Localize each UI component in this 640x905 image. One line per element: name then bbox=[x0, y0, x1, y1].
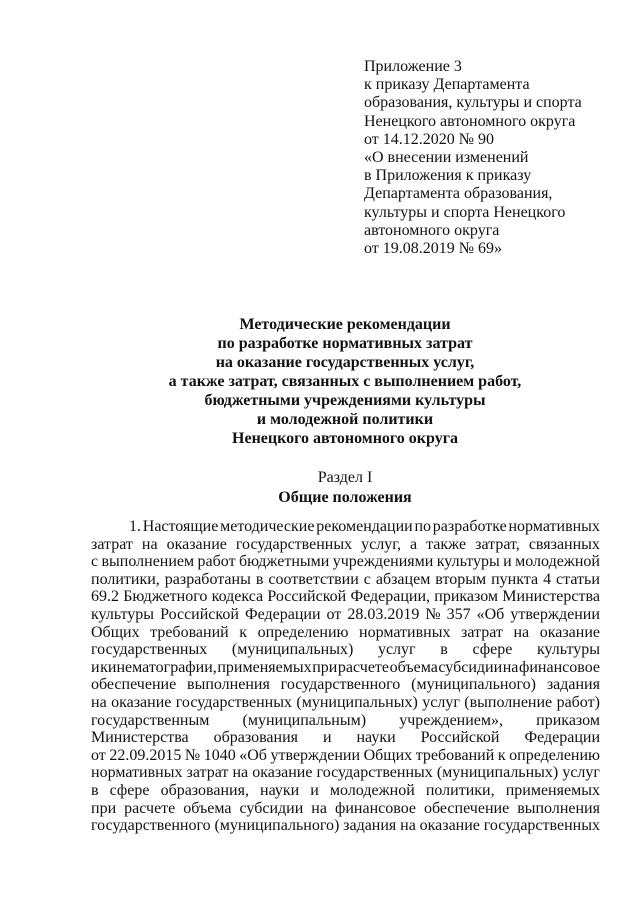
paragraph-word: Бюджетного bbox=[123, 588, 208, 606]
paragraph-line bbox=[91, 800, 600, 818]
paragraph-word: нормативных bbox=[91, 764, 183, 782]
paragraph-line bbox=[91, 553, 600, 571]
paragraph-word: учреждениями bbox=[332, 553, 434, 571]
paragraph-word: Федерации bbox=[524, 729, 600, 747]
paragraph-word: бюджетными bbox=[238, 553, 330, 571]
appendix-line: культуры и спорта Ненецкого bbox=[364, 203, 566, 221]
paragraph-word: обеспечение bbox=[91, 676, 177, 694]
paragraph-word: политики, bbox=[425, 781, 495, 799]
paragraph-word: разработке bbox=[432, 518, 507, 535]
paragraph-word: применяемых bbox=[217, 658, 312, 676]
paragraph-word: расчете bbox=[337, 658, 390, 676]
paragraph-word: учреждением», bbox=[399, 711, 504, 729]
paragraph-word: нормативных bbox=[359, 623, 451, 641]
paragraph-word: Министерства bbox=[502, 588, 600, 606]
paragraph-word: определению bbox=[509, 746, 600, 764]
paragraph-line bbox=[91, 536, 600, 554]
paragraph-word: на bbox=[502, 658, 519, 676]
paragraph-word: Общих bbox=[363, 746, 413, 764]
section-name: Общие положения bbox=[278, 488, 412, 506]
paragraph-word: объема bbox=[389, 658, 438, 676]
paragraph-word: при bbox=[312, 658, 338, 676]
paragraph-word: а bbox=[409, 535, 418, 553]
paragraph-word: затрат bbox=[91, 535, 133, 553]
paragraph-word: финансовое bbox=[518, 658, 600, 676]
section-heading bbox=[90, 468, 600, 507]
paragraph-word: № bbox=[184, 746, 201, 764]
paragraph-word: государственного bbox=[280, 676, 401, 694]
paragraph-word: и bbox=[91, 658, 100, 676]
paragraph-line bbox=[91, 747, 600, 765]
paragraph-word: сфере bbox=[472, 641, 513, 659]
appendix-line: от 14.12.2020 № 90 bbox=[364, 130, 495, 148]
paragraph-word: государственного bbox=[91, 817, 211, 835]
paragraph-word: затрат bbox=[186, 764, 229, 782]
paragraph-word: услуг, bbox=[361, 535, 401, 553]
paragraph-word: Российской bbox=[420, 729, 500, 747]
paragraph-word: от bbox=[326, 605, 342, 623]
paragraph-word: приказом bbox=[536, 711, 600, 729]
paragraph-word: государственных bbox=[91, 641, 208, 659]
paragraph-word: применяемых bbox=[505, 781, 600, 799]
paragraph-word: молодежной bbox=[515, 553, 600, 571]
document-title bbox=[90, 315, 600, 448]
paragraph-word: 1040 bbox=[203, 746, 236, 764]
paragraph-word: 357 bbox=[446, 605, 471, 623]
paragraph-word: с bbox=[363, 570, 371, 588]
paragraph-word: на bbox=[91, 693, 107, 711]
paragraph-word: приказом bbox=[434, 588, 499, 606]
paragraph-word: объема bbox=[183, 799, 232, 817]
paragraph-word: к bbox=[497, 746, 506, 764]
paragraph-word: требований bbox=[415, 746, 495, 764]
paragraph-word: на bbox=[232, 764, 249, 782]
paragraph-word: утверждении bbox=[510, 605, 600, 623]
paragraph-word: государственных bbox=[235, 535, 353, 553]
paragraph-word: выполнения bbox=[517, 799, 600, 817]
paragraph-word: выполнением bbox=[101, 553, 195, 571]
appendix-line: в Приложения к приказу bbox=[364, 167, 532, 185]
paragraph-word: статьи bbox=[556, 570, 600, 588]
appendix-line: образования, культуры и спорта bbox=[364, 94, 582, 112]
paragraph-word: 4 bbox=[543, 570, 552, 588]
paragraph-line bbox=[91, 588, 600, 606]
paragraph-word: кодекса bbox=[211, 588, 264, 606]
paragraph-word: выполнения bbox=[187, 676, 270, 694]
paragraph-line bbox=[91, 641, 600, 659]
paragraph-word: вторым bbox=[435, 570, 487, 588]
paragraph-word: услуг bbox=[562, 764, 600, 782]
paragraph-word: Общих bbox=[91, 623, 140, 641]
paragraph-line bbox=[91, 729, 600, 747]
paragraph-word: (муниципальных) bbox=[436, 764, 559, 782]
paragraph-word: на bbox=[513, 623, 530, 641]
paragraph-word: государственных bbox=[175, 693, 292, 711]
paragraph-word: финансовое bbox=[334, 799, 416, 817]
paragraph-word: задания bbox=[546, 676, 600, 694]
paragraph-word: связанных bbox=[528, 535, 600, 553]
paragraph-word: 1. bbox=[129, 518, 141, 535]
appendix-line: Департамента образования, bbox=[364, 185, 553, 203]
paragraph-word: требований bbox=[150, 623, 229, 641]
paragraph-word: 69.2 bbox=[91, 588, 119, 606]
paragraph-word: молодежной bbox=[329, 781, 415, 799]
paragraph-line bbox=[91, 659, 600, 677]
paragraph-word: оказание bbox=[419, 817, 480, 835]
paragraph-word: с bbox=[91, 553, 99, 571]
paragraph-word: культуры bbox=[536, 641, 600, 659]
appendix-line: к приказу Департамента bbox=[364, 76, 530, 94]
paragraph-word: оказание bbox=[252, 764, 313, 782]
title-line: Ненецкого автономного округа bbox=[232, 430, 458, 447]
paragraph-word: на bbox=[400, 817, 416, 835]
appendix-line: автономного округа bbox=[364, 221, 500, 239]
paragraph-word: образования bbox=[213, 729, 299, 747]
paragraph-word: государственным bbox=[91, 711, 210, 729]
paragraph-word: государственных bbox=[483, 817, 600, 835]
paragraph-word: услуг bbox=[422, 693, 460, 711]
paragraph-line bbox=[91, 571, 600, 589]
paragraph-word: оказание bbox=[111, 693, 172, 711]
paragraph-word: 28.03.2019 bbox=[347, 605, 420, 623]
paragraph-word: культуры bbox=[91, 605, 155, 623]
paragraph-word: науки bbox=[356, 729, 396, 747]
paragraph-line bbox=[91, 606, 600, 624]
paragraph-word: «Об bbox=[239, 746, 267, 764]
paragraph-1 bbox=[91, 518, 600, 835]
title-line: на оказание государственных услуг, bbox=[215, 354, 475, 371]
paragraph-word: Настоящие bbox=[142, 518, 219, 535]
paragraph-word: и bbox=[503, 553, 512, 571]
paragraph-word: в bbox=[440, 641, 448, 659]
paragraph-line bbox=[91, 676, 600, 694]
paragraph-word: Российской bbox=[267, 588, 347, 606]
title-line: по разработке нормативных затрат bbox=[217, 335, 473, 352]
paragraph-word: задания bbox=[343, 817, 397, 835]
paragraph-word: на bbox=[311, 799, 327, 817]
paragraph-word: расчете bbox=[124, 799, 176, 817]
paragraph-line bbox=[91, 624, 600, 642]
paragraph-word: образования, bbox=[160, 781, 249, 799]
paragraph-word: науки bbox=[260, 781, 300, 799]
paragraph-word: абзацем bbox=[375, 570, 431, 588]
paragraph-word: «Об bbox=[476, 605, 505, 623]
paragraph-word: 22.09.2015 bbox=[109, 746, 182, 764]
paragraph-word: по bbox=[414, 518, 432, 535]
paragraph-line bbox=[91, 764, 600, 782]
appendix-line: Приложение 3 bbox=[364, 58, 462, 75]
paragraph-word: разработаны bbox=[164, 570, 251, 588]
paragraph-word: культуры bbox=[436, 553, 500, 571]
paragraph-word: работ bbox=[197, 553, 236, 571]
paragraph-word: рекомендации bbox=[316, 518, 413, 535]
paragraph-word: утверждении bbox=[270, 746, 361, 764]
appendix-header bbox=[364, 58, 604, 258]
paragraph-word: государственных bbox=[316, 764, 433, 782]
section-number: Раздел I bbox=[317, 469, 373, 486]
paragraph-word: от bbox=[91, 746, 106, 764]
paragraph-word: (выполнение bbox=[464, 693, 553, 711]
paragraph-word: кинематографии, bbox=[100, 658, 217, 676]
paragraph-word: услуг bbox=[377, 641, 416, 659]
appendix-line: Ненецкого автономного округа bbox=[364, 112, 576, 130]
paragraph-word: обеспечение bbox=[424, 799, 510, 817]
paragraph-word: затрат bbox=[461, 623, 503, 641]
paragraph-word: Российской bbox=[160, 605, 239, 623]
paragraph-word: пункта bbox=[491, 570, 539, 588]
paragraph-word: также bbox=[426, 535, 467, 553]
paragraph-word: оказание bbox=[166, 535, 227, 553]
paragraph-word: определению bbox=[257, 623, 349, 641]
appendix-line: от 19.08.2019 № 69» bbox=[364, 240, 503, 258]
paragraph-word: политики, bbox=[91, 570, 160, 588]
paragraph-word: и bbox=[310, 781, 319, 799]
paragraph-word: в bbox=[91, 781, 99, 799]
paragraph-word: (муниципального) bbox=[411, 676, 536, 694]
title-line: бюджетными учреждениями культуры bbox=[204, 392, 486, 409]
paragraph-line bbox=[91, 782, 600, 800]
paragraph-word: (муниципальным) bbox=[242, 711, 367, 729]
paragraph-word: работ) bbox=[556, 693, 600, 711]
paragraph-word: соответствии bbox=[268, 570, 359, 588]
paragraph-word: сфере bbox=[109, 781, 150, 799]
paragraph-word: на bbox=[141, 535, 158, 553]
paragraph-word: и bbox=[322, 729, 332, 747]
paragraph-word: № bbox=[425, 605, 441, 623]
title-line: а также затрат, связанных с выполнением работ, bbox=[168, 373, 522, 390]
paragraph-word: Федерации, bbox=[350, 588, 431, 606]
paragraph-word: Министерства bbox=[91, 729, 189, 747]
paragraph-line bbox=[91, 712, 600, 730]
paragraph-line bbox=[91, 694, 600, 712]
paragraph-word: (муниципальных) bbox=[296, 693, 418, 711]
paragraph-word: Федерации bbox=[244, 605, 321, 623]
paragraph-word: субсидии bbox=[239, 799, 304, 817]
paragraph-word: (муниципального) bbox=[214, 817, 340, 835]
paragraph-line bbox=[91, 817, 600, 835]
title-line: Методические рекомендации bbox=[239, 316, 451, 333]
paragraph-word: (муниципальных) bbox=[231, 641, 354, 659]
paragraph-word: нормативных bbox=[508, 518, 600, 535]
paragraph-word: к bbox=[239, 623, 248, 641]
appendix-line: «О внесении изменений bbox=[364, 149, 529, 167]
title-line: и молодежной политики bbox=[256, 411, 434, 428]
paragraph-word: оказание bbox=[539, 623, 600, 641]
paragraph-word: при bbox=[91, 799, 117, 817]
paragraph-word: субсидии bbox=[438, 658, 503, 676]
paragraph-line bbox=[91, 518, 600, 536]
paragraph-word: в bbox=[255, 570, 264, 588]
paragraph-word: затрат, bbox=[475, 535, 520, 553]
paragraph-word: методические bbox=[220, 518, 315, 535]
